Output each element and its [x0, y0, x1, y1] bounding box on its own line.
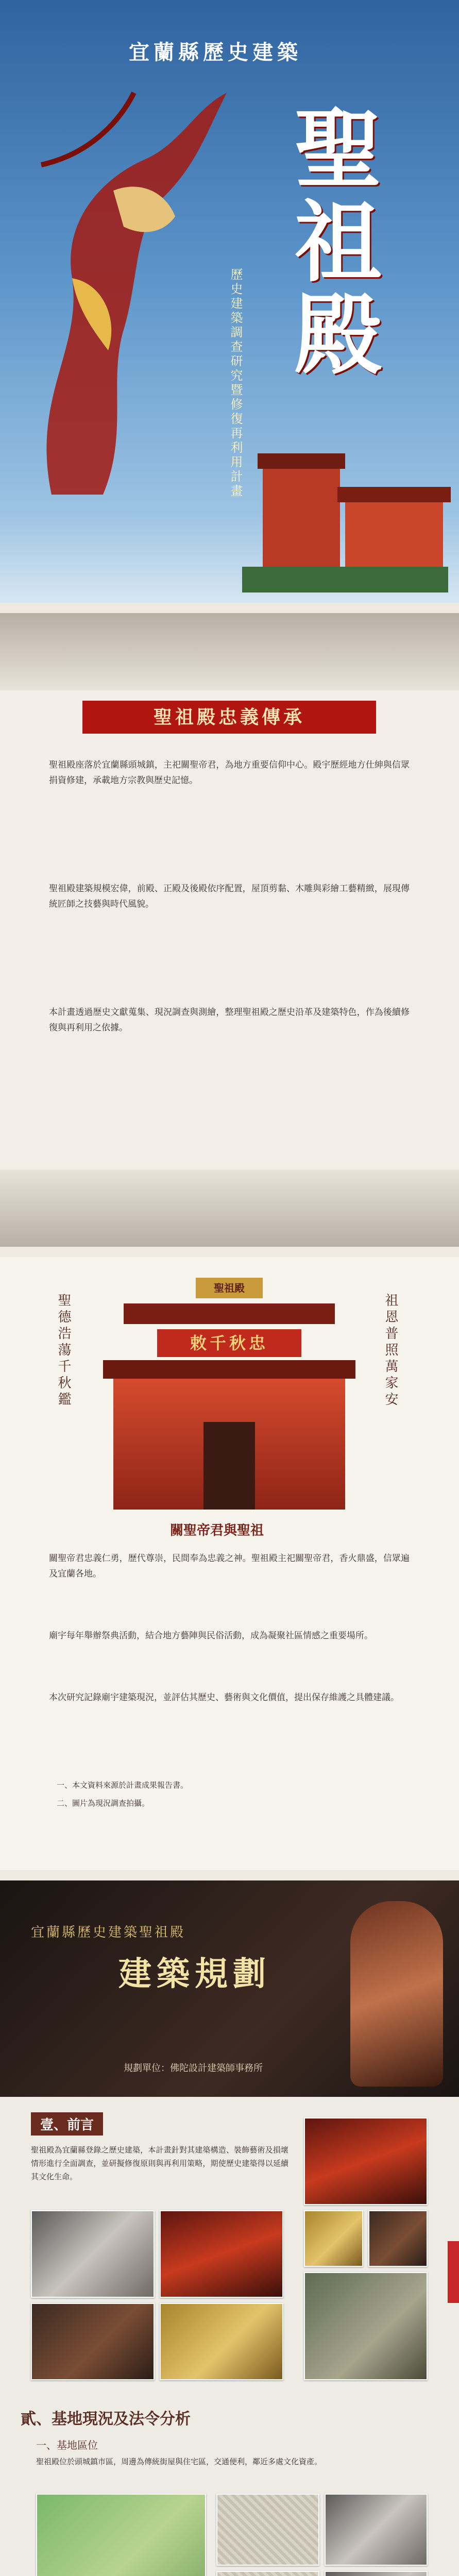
- temple-paragraph: 廟宇每年舉辦祭典活動，結合地方藝陣與民俗活動，成為凝聚社區情感之重要場所。: [49, 1631, 373, 1641]
- temple-gate-image: [103, 1278, 355, 1510]
- cover-main-title: 聖祖殿: [279, 103, 382, 381]
- couplet-left: 聖德浩蕩千秋鑑: [56, 1293, 71, 1409]
- heritage-page: [0, 613, 459, 1247]
- section1-text: 聖祖殿為宜蘭縣登錄之歷史建築，本計畫針對其建築構造、裝飾藝術及損壞情形進行全面調查，並研擬修復原則與再利用策略，期使歷史建築得以延續其文化生命。: [31, 2145, 288, 2181]
- cover-temple-image: [242, 443, 448, 592]
- map-aerial: [216, 2494, 319, 2566]
- photo-yard: [304, 2272, 428, 2380]
- photo-facade: [304, 2117, 428, 2205]
- temple-paragraph: 本次研究記錄廟宇建築現況，並評估其歷史、藝術與文化價值，提出保存維護之具體建議。: [49, 1692, 399, 1703]
- couplet-right: 祖恩普照萬家安: [383, 1293, 398, 1409]
- heritage-paragraph: 聖祖殿建築規模宏偉，前殿、正殿及後殿依序配置，屋頂剪黏、木雕與彩繪工藝精緻，展現傳統匠師之技藝與時代風貌。: [49, 884, 410, 909]
- architecture-top-line: 宜蘭縣歷史建築聖祖殿: [31, 1925, 186, 1940]
- section1-label: 壹、前言: [31, 2112, 103, 2136]
- photo-street: [31, 2210, 155, 2298]
- temple-note: 二、圖片為現況調查拍攝。: [57, 1799, 150, 1808]
- heritage-bottom-photo: [0, 1170, 459, 1247]
- photo-altar: [160, 2303, 283, 2380]
- sub2-1-text: 聖祖殿位於頭城鎮市區，周邊為傳統街屋與住宅區，交通便利，鄰近多處文化資產。: [36, 2457, 322, 2466]
- temple-banner: 敕千秋忠: [157, 1329, 301, 1357]
- architecture-deity-image: [350, 1901, 443, 2087]
- section2-label: 貳、基地現況及法令分析: [21, 2410, 191, 2428]
- temple-subheading: 關聖帝君與聖祖: [170, 1523, 264, 1538]
- cover-side-caption: 歷史建築調查研究暨修復再利用計畫: [228, 268, 243, 499]
- heritage-heading: 聖祖殿忠義傳承: [82, 701, 376, 734]
- photo-hall: [31, 2303, 155, 2380]
- cover-page: [0, 0, 459, 603]
- architecture-title: 建築規劃: [118, 1955, 271, 1993]
- section-tab: [448, 2241, 459, 2303]
- architecture-page: [0, 1880, 459, 2576]
- map-location: [36, 2494, 206, 2576]
- photo-interior: [368, 2210, 428, 2267]
- temple-note: 一、本文資料來源於計畫成果報告書。: [57, 1781, 189, 1790]
- temple-plaque: 聖祖殿: [196, 1278, 263, 1298]
- heritage-paragraph: 本計畫透過歷史文獻蒐集、現況調查與測繪，整理聖祖殿之歷史沿革及建築特色，作為後續修復與再利用之依據。: [49, 1007, 410, 1033]
- sub2-1-label: 一、基地區位: [36, 2439, 98, 2451]
- heritage-top-photo: [0, 613, 459, 690]
- cover-top-title: 宜蘭縣歷史建築: [129, 40, 302, 64]
- photo-detail: [304, 2210, 363, 2267]
- map-zoning: [325, 2571, 428, 2576]
- architecture-subtitle: 規劃單位：佛陀設計建築師事務所: [124, 2063, 263, 2074]
- map-site: [216, 2571, 319, 2576]
- photo-roof: [160, 2210, 283, 2298]
- temple-paragraph: 關聖帝君忠義仁勇，歷代尊崇，民間奉為忠義之神。聖祖殿主祀關聖帝君，香火鼎盛，信眾遍及宜蘭各地。: [49, 1553, 410, 1579]
- deity-illustration: [10, 62, 258, 526]
- map-satellite: [325, 2494, 428, 2566]
- architecture-header: [0, 1880, 459, 2097]
- heritage-paragraph: 聖祖殿座落於宜蘭縣頭城鎮，主祀關聖帝君，為地方重要信仰中心。殿宇歷經地方仕紳與信眾捐資修建，承載地方宗教與歷史記憶。: [49, 760, 410, 786]
- temple-page: [0, 1257, 459, 1870]
